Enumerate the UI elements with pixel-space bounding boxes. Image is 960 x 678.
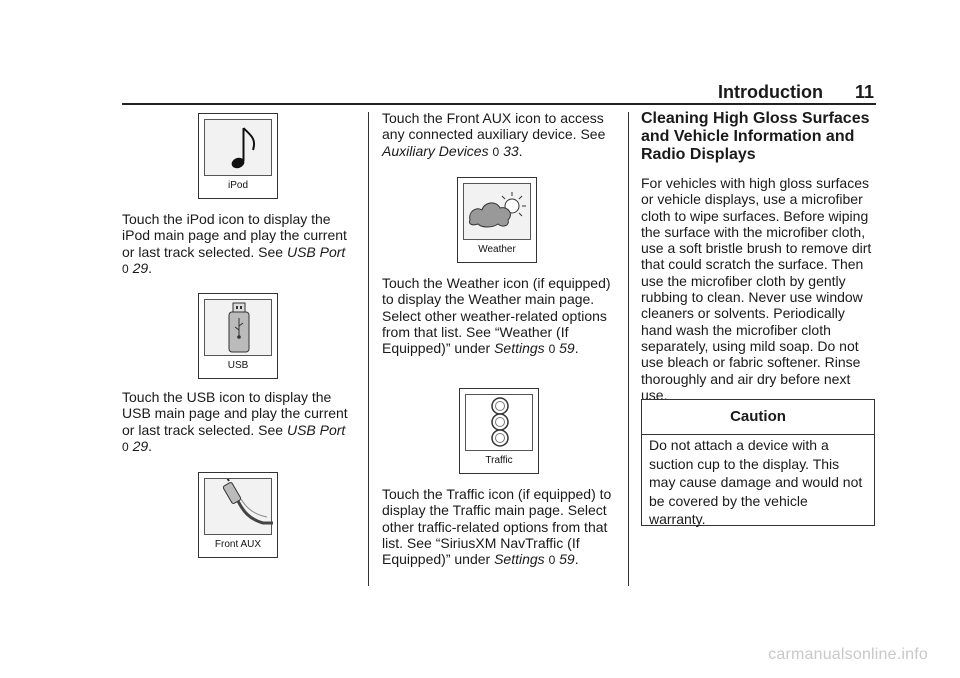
traffic-icon-tile: [459, 388, 539, 474]
column-divider-2: [628, 112, 629, 586]
cleaning-body: For vehicles with high gloss surfaces or vehicle displays, use a microfiber cloth to wipe surfaces. Before wiping the surface with the microfiber cloth, use a soft bristle brush to remove dirt that could scratch the surface. Then use the microfiber cloth by gently rubbing to clean. Never use window cleaners or solvents. Periodically hand wash the microfiber cloth separately, using mild soap. Do not use bleach or fabric softener. Rinse thoroughly and air dry before next use.: [641, 175, 872, 403]
cleaning-section: [641, 110, 877, 403]
weather-icon-label: Weather: [478, 244, 516, 255]
usb-icon-label: USB: [227, 360, 249, 371]
traffic-paragraph: Touch the Traffic icon (if equipped) to display the Traffic main page. Select other traffic-related options from that list. See “SiriusXM NavTraffic (If Equipped)” under Settings 0 59.: [382, 486, 612, 568]
column-divider-1: [368, 112, 369, 586]
front-aux-icon-label: Front AUX: [214, 539, 262, 550]
xref-page[interactable]: 33: [503, 142, 519, 159]
xref-page[interactable]: 29: [132, 437, 149, 454]
cleaning-heading: Cleaning High Gloss Surfaces and Vehicle Information and Radio Displays: [641, 110, 870, 163]
section-title: Introduction: [718, 82, 823, 102]
xref-page[interactable]: 59: [559, 551, 575, 568]
traffic-light-icon: [466, 395, 534, 450]
ipod-paragraph: Touch the iPod icon to display the iPod main page and play the current or last track selected. See USB Port 0 29.: [122, 211, 347, 276]
usb-port-link[interactable]: USB Port: [286, 421, 346, 438]
page-number: 11: [854, 82, 874, 102]
watermark: carmanualsonline.info: [768, 646, 928, 663]
aux-paragraph: Touch the Front AUX icon to access any connected auxiliary device. See Auxiliary Devices 0 33.: [382, 110, 606, 159]
usb-port-link[interactable]: USB Port: [286, 243, 346, 260]
xref-page[interactable]: 59: [559, 340, 575, 357]
usb-paragraph: Touch the USB icon to display the USB main page and play the current or last track selected. See USB Port 0 29.: [122, 389, 348, 454]
usb-icon-tile: [198, 293, 278, 379]
weather-cloud-sun-icon: [464, 184, 532, 239]
caution-text: Do not attach a device with a suction cup to the display. This may cause damage and would not be covered by the vehicle warranty.: [649, 437, 863, 527]
xref-symbol: 0: [548, 553, 556, 568]
xref-symbol: 0: [492, 144, 500, 159]
ipod-icon-tile: [198, 113, 278, 199]
usb-stick-icon: [205, 300, 273, 355]
page-header: [122, 80, 876, 104]
caution-box: [641, 399, 875, 526]
caution-title: Caution: [642, 400, 874, 435]
traffic-icon-label: Traffic: [485, 455, 513, 466]
xref-page[interactable]: 29: [132, 259, 149, 276]
header-rule: [122, 103, 876, 105]
auxiliary-devices-link[interactable]: Auxiliary Devices: [382, 142, 489, 159]
settings-link[interactable]: Settings: [494, 551, 545, 568]
music-note-icon: [205, 120, 273, 175]
xref-symbol: 0: [122, 439, 129, 454]
aux-cable-icon: [205, 479, 273, 534]
weather-paragraph: Touch the Weather icon (if equipped) to display the Weather main page. Select other weather-related options from that list. See “Weather (If Equipped)” under Settings 0 59.: [382, 275, 611, 357]
xref-symbol: 0: [122, 261, 129, 276]
weather-icon-tile: [457, 177, 537, 263]
settings-link[interactable]: Settings: [494, 340, 545, 357]
ipod-icon-label: iPod: [227, 180, 248, 191]
xref-symbol: 0: [548, 342, 556, 357]
front-aux-icon-tile: [198, 472, 278, 558]
